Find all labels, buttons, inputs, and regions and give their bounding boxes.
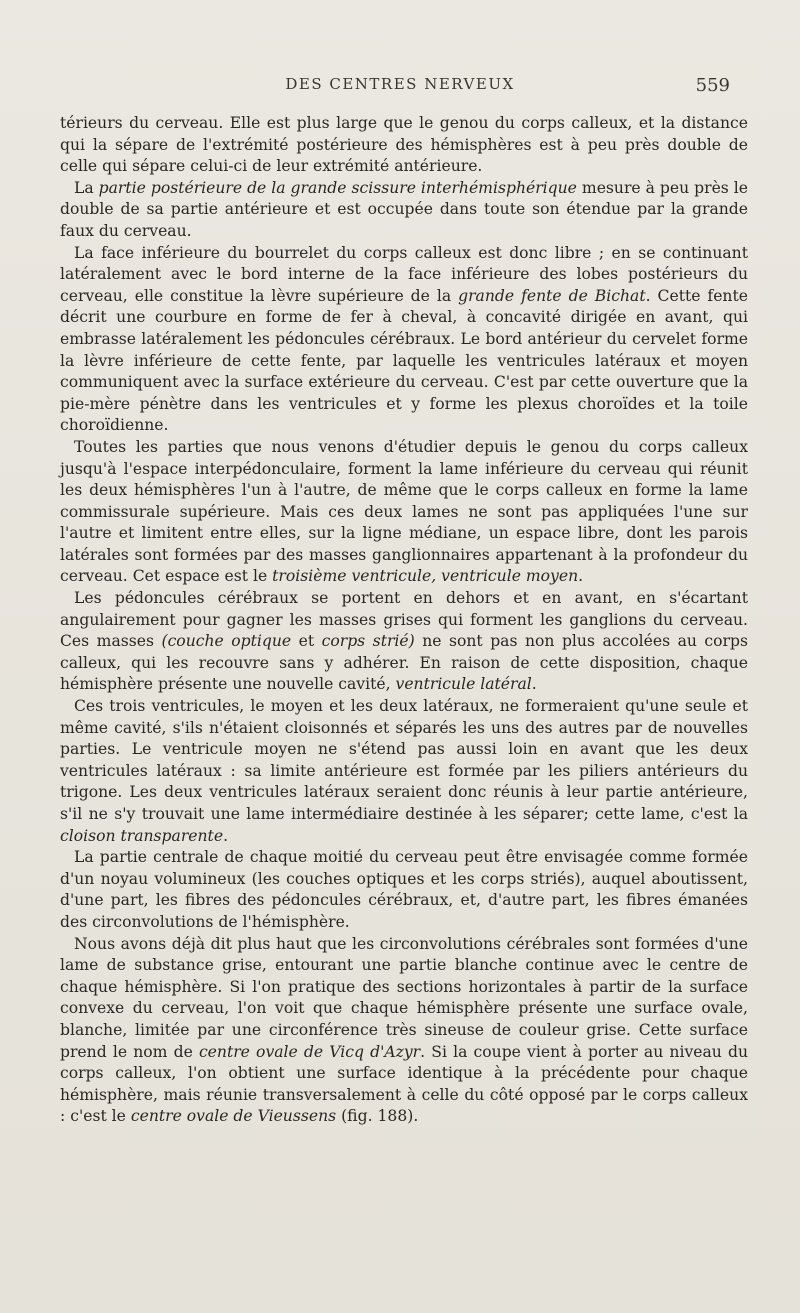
running-title: DES CENTRES NERVEUX [285, 75, 515, 93]
term-fente-de-bichat: grande fente de Bichat [458, 286, 646, 305]
paragraph-8-text-c: (fig. 188). [336, 1107, 419, 1126]
running-head [60, 75, 740, 99]
paragraph-4-text-a: Toutes les parties que nous venons d'étudier depuis le genou du corps calleux jusqu'à l'espace interpédonculaire, forment la lame inférieure du cerveau qui réunit les deux hémisphères l'un à l'autre, de même que le corps calleux en forme la lame commissurale supérieure. Mais ces deux lames ne sont pas appliquées l'une sur l'autre et limitent entre elles, sur la ligne médiane, un espace libre, dont les parois latérales sont formées par des masses ganglionnaires appartenant à la profondeur du cerveau. Cet espace est le [60, 437, 748, 586]
paragraph-4 [60, 437, 748, 588]
paragraph-8-text-a: Nous avons déjà dit plus haut que les circonvolutions cérébrales sont formées d'une lame de substance grise, entourant une partie blanche continue avec le centre de chaque hémisphère. Si l'on pratique des sections horizontales à partir de la surface convexe du cerveau, l'on voit que chaque hémisphère présente une surface ovale, blanche, limitée par une circonférence très sineuse de couleur grise. Cette surface prend le nom de [60, 934, 748, 1061]
paragraph-8-text-b: . Si la coupe vient à porter au niveau du corps calleux, l'on obtient une surface identique à la précédente pour chaque hémisphère, mais réunie transversalement à celle du côté opposé par le corps calleux : c'est le [60, 1042, 749, 1126]
term-centre-ovale-vicq-dazyr: centre ovale de Vicq d'Azyr [198, 1042, 421, 1061]
term-couche-optique: (couche optique [161, 632, 292, 651]
paragraph-5-text-c: . [531, 675, 537, 694]
term-troisieme-ventricule: troisième ventricule, ventricule moyen [272, 567, 579, 586]
paragraph-7-text: La partie centrale de chaque moitié du cerveau peut être envisagée comme formée d'un noyau volumineux (les couches optiques et les corps striés), auquel aboutissent, d'une part, les fibres des pédoncules cérébraux, et, d'autre part, les fibres émanées des circonvolutions de l'hémisphère. [60, 848, 748, 931]
paragraph-2 [60, 178, 748, 243]
paragraph-8 [60, 934, 748, 1128]
term-posterior-part: partie postérieure de la grande scissure interhémisphérique [98, 178, 577, 197]
paragraph-1-text: térieurs du cerveau. Elle est plus large que le genou du corps calleux, et la distance qui la sépare de l'extrémité postérieure des hémisphères est à peu près double de celle qui sépare celui-ci de leur extrémité antérieure. [60, 114, 748, 176]
page-number: 559 [695, 75, 730, 96]
term-ventricule-lateral: ventricule latéral [395, 675, 532, 694]
paragraph-5-text-a: Les pédoncules cérébraux se portent en dehors et en avant, en s'écartant angulairement pour gagner les masses grises qui forment les ganglions du cerveau. Ces masses [60, 589, 748, 651]
paragraph-3 [60, 243, 748, 437]
paragraph-3-text-b: . Cette fente décrit une courbure en forme de fer à cheval, à concavité dirigée en avant, qui embrasse latéralement les pédoncules cérébraux. Le bord antérieur du cervelet forme la lèvre inférieure de cette fente, par laquelle les ventricules latéraux et moyen communiquent avec la surface extérieure du cerveau. C'est par cette ouverture que la pie-mère pénètre dans les ventricules et y forme les plexus choroïdes et la toile choroïdienne. [60, 286, 748, 435]
paragraph-5-text-mid: et [291, 632, 322, 651]
paragraph-1 [60, 113, 748, 178]
paragraph-2-text-a: La [74, 178, 99, 197]
paragraph-6 [60, 696, 748, 847]
term-corps-strie: corps strié) [321, 632, 415, 651]
paragraph-6-text-a: Ces trois ventricules, le moyen et les deux latéraux, ne formeraient qu'une seule et même cavité, s'ils n'étaient cloisonnés et séparés les uns des autres par de nouvelles parties. Le ventricule moyen ne s'étend pas aussi loin en avant que les deux ventricules latéraux : sa limite antérieure est formée par les piliers antérieurs du trigone. Les deux ventricules latéraux seraient donc réunis à leur partie antérieure, s'il ne s'y trouvait une lame intermédiaire destinée à les séparer; cette lame, c'est la [60, 697, 748, 823]
term-cloison-transparente: cloison transparente [60, 826, 224, 845]
paragraph-6-text-b: . [223, 826, 229, 845]
paragraph-4-text-b: . [578, 567, 584, 586]
paragraph-7 [60, 847, 748, 933]
term-centre-ovale-vieussens: centre ovale de Vieussens [130, 1107, 337, 1126]
paragraph-2-text-b: mesure à peu près le double de sa partie antérieure et est occupée dans toute son étendue par la grande faux du cerveau. [60, 178, 748, 240]
paragraph-3-text-a: La face inférieure du bourrelet du corps calleux est donc libre ; en se continuant latéralement avec le bord interne de la face inférieure des lobes postérieurs du cerveau, elle constitue la lèvre supérieure de la [60, 243, 748, 305]
paragraph-5 [60, 588, 748, 696]
paragraph-5-text-b: ne sont pas non plus accolées au corps calleux, qui les recouvre sans y adhérer. En raison de cette disposition, chaque hémisphère présente une nouvelle cavité, [60, 632, 748, 694]
body-text [60, 113, 748, 1128]
